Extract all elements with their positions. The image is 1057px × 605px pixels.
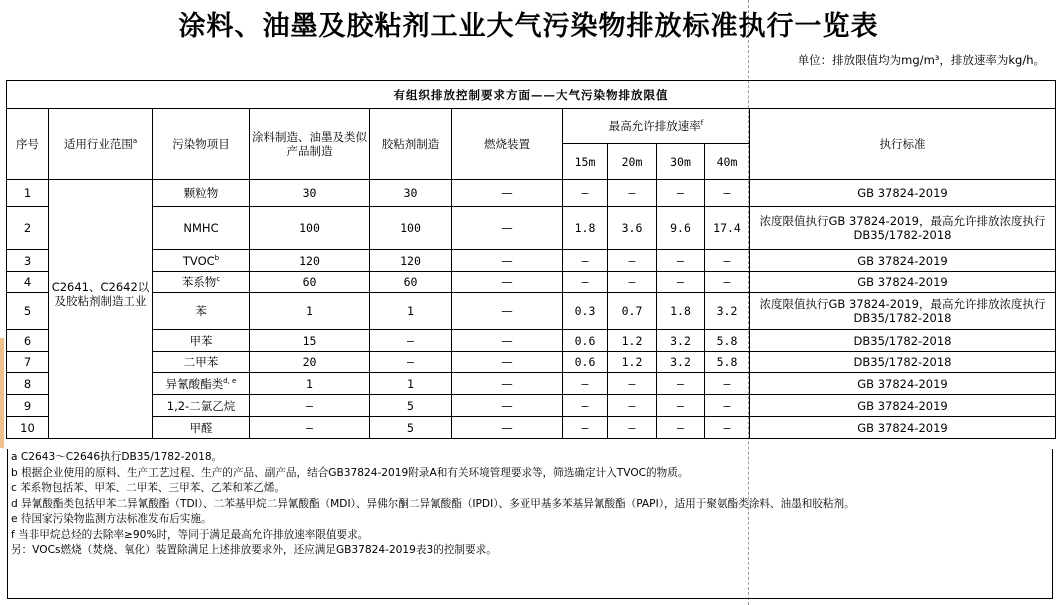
pollutant-cell: 颗粒物	[153, 180, 250, 207]
table-row	[7, 207, 1056, 250]
footnote: 另：VOCs燃烧（焚烧、氧化）装置除满足上述排放要求外，还应满足GB37824-2019表3的控制要求。	[11, 544, 497, 556]
footnote: d 异氰酸酯类包括甲苯二异氰酸酯（TDI）、二苯基甲烷二异氰酸酯（MDI）、异佛尔酮二异氰酸酯（IPDI）、多亚甲基多苯基异氰酸酯（PAPI），适用于聚氨酯类涂料、油墨和胶粘剂。	[11, 497, 855, 510]
rate-30m-cell: —	[657, 417, 705, 439]
rate-30m-cell: 9.6	[657, 207, 705, 250]
footnote: a C2643～C2646执行DB35/1782-2018。	[11, 451, 223, 463]
table-row	[7, 417, 1056, 439]
rate-30m-cell: —	[657, 180, 705, 207]
header-adhesive: 胶粘剂制造	[370, 109, 452, 180]
subtitle-row	[7, 81, 1056, 109]
table-body	[7, 180, 1056, 439]
header-standard: 执行标准	[750, 109, 1056, 180]
rate-20m-cell: —	[608, 250, 657, 272]
pollutant-cell: NMHC	[153, 207, 250, 250]
adhesive-limit-cell: 1	[370, 373, 452, 395]
table-row	[7, 272, 1056, 293]
table-row	[7, 180, 1056, 207]
rate-30m-cell: 3.2	[657, 352, 705, 373]
coating-limit-cell: 30	[250, 180, 370, 207]
coating-limit-cell: —	[250, 395, 370, 417]
rate-15m-cell: —	[563, 417, 608, 439]
combustion-cell: —	[452, 272, 563, 293]
header-30m: 30m	[657, 144, 705, 180]
row-number: 8	[7, 373, 49, 395]
table-subtitle: 有组织排放控制要求方面——大气污染物排放限值	[7, 81, 1056, 109]
row-number: 1	[7, 180, 49, 207]
rate-15m-cell: 0.6	[563, 330, 608, 352]
rate-30m-cell: 3.2	[657, 330, 705, 352]
rate-15m-cell: —	[563, 180, 608, 207]
rate-15m-cell: 0.3	[563, 293, 608, 330]
rate-40m-cell: 17.4	[705, 207, 750, 250]
pollutant-cell: 甲苯	[153, 330, 250, 352]
rate-30m-cell: —	[657, 272, 705, 293]
adhesive-limit-cell: 5	[370, 417, 452, 439]
adhesive-limit-cell: 100	[370, 207, 452, 250]
standard-cell: DB35/1782-2018	[750, 352, 1056, 373]
rate-40m-cell: 3.2	[705, 293, 750, 330]
coating-limit-cell: 1	[250, 293, 370, 330]
footnotes	[7, 449, 1053, 599]
table-row	[7, 293, 1056, 330]
rate-40m-cell: —	[705, 250, 750, 272]
combustion-cell: —	[452, 395, 563, 417]
header-industry: 适用行业范围$^a$	[49, 109, 153, 180]
rate-20m-cell: 1.2	[608, 352, 657, 373]
row-selection-marker	[0, 338, 4, 448]
row-number: 6	[7, 330, 49, 352]
adhesive-limit-cell: 60	[370, 272, 452, 293]
footnote: e 待国家污染物监测方法标准发布后实施。	[11, 513, 212, 525]
rate-20m-cell: —	[608, 180, 657, 207]
rate-20m-cell: —	[608, 417, 657, 439]
pollutant-cell: 异氰酸酯类$^{d, e}$	[153, 373, 250, 395]
pollutant-cell: TVOC$^b$	[153, 250, 250, 272]
rate-30m-cell: 1.8	[657, 293, 705, 330]
rate-20m-cell: 3.6	[608, 207, 657, 250]
rate-20m-cell: 0.7	[608, 293, 657, 330]
rate-40m-cell: —	[705, 417, 750, 439]
standard-cell: DB35/1782-2018	[750, 330, 1056, 352]
table-row	[7, 250, 1056, 272]
coating-limit-cell: 20	[250, 352, 370, 373]
table-row	[7, 352, 1056, 373]
header-max-rate: 最高允许排放速率$^f$	[563, 109, 750, 144]
coating-limit-cell: —	[250, 417, 370, 439]
rate-15m-cell: —	[563, 250, 608, 272]
rate-40m-cell: —	[705, 395, 750, 417]
header-pollutant: 污染物项目	[153, 109, 250, 180]
rate-20m-cell: —	[608, 272, 657, 293]
combustion-cell: —	[452, 293, 563, 330]
emission-limits-table	[6, 80, 1056, 439]
rate-15m-cell: —	[563, 373, 608, 395]
header-seq: 序号	[7, 109, 49, 180]
table-row	[7, 330, 1056, 352]
standard-cell: 浓度限值执行GB 37824-2019，最高允许排放浓度执行DB35/1782-2018	[750, 207, 1056, 250]
pollutant-cell: 二甲苯	[153, 352, 250, 373]
table-row	[7, 373, 1056, 395]
row-number: 2	[7, 207, 49, 250]
rate-20m-cell: —	[608, 395, 657, 417]
standard-cell: 浓度限值执行GB 37824-2019，最高允许排放浓度执行DB35/1782-2018	[750, 293, 1056, 330]
adhesive-limit-cell: —	[370, 352, 452, 373]
coating-limit-cell: 120	[250, 250, 370, 272]
coating-limit-cell: 1	[250, 373, 370, 395]
header-row	[7, 109, 1056, 144]
combustion-cell: —	[452, 373, 563, 395]
standard-cell: GB 37824-2019	[750, 417, 1056, 439]
row-number: 9	[7, 395, 49, 417]
standard-cell: GB 37824-2019	[750, 272, 1056, 293]
page-title: 涂料、油墨及胶粘剂工业大气污染物排放标准执行一览表	[178, 11, 879, 42]
combustion-cell: —	[452, 207, 563, 250]
rate-30m-cell: —	[657, 373, 705, 395]
header-40m: 40m	[705, 144, 750, 180]
unit-note: 单位：排放限值均为mg/m³，排放速率为kg/h。	[797, 53, 1045, 67]
adhesive-limit-cell: 5	[370, 395, 452, 417]
rate-40m-cell: —	[705, 272, 750, 293]
industry-scope-cell: C2641、C2642以及胶粘剂制造工业	[49, 180, 153, 439]
rate-30m-cell: —	[657, 250, 705, 272]
header-15m: 15m	[563, 144, 608, 180]
header-coating: 涂料制造、油墨及类似产品制造	[250, 109, 370, 180]
adhesive-limit-cell: 1	[370, 293, 452, 330]
table-row	[7, 395, 1056, 417]
coating-limit-cell: 15	[250, 330, 370, 352]
combustion-cell: —	[452, 352, 563, 373]
footnote: b 根据企业使用的原料、生产工艺过程、生产的产品、副产品，结合GB37824-2019附录A和有关环境管理要求等，筛选确定计入TVOC的物质。	[11, 466, 689, 479]
combustion-cell: —	[452, 180, 563, 207]
rate-30m-cell: —	[657, 395, 705, 417]
combustion-cell: —	[452, 417, 563, 439]
row-number: 7	[7, 352, 49, 373]
rate-15m-cell: 1.8	[563, 207, 608, 250]
rate-20m-cell: —	[608, 373, 657, 395]
rate-40m-cell: 5.8	[705, 352, 750, 373]
adhesive-limit-cell: 120	[370, 250, 452, 272]
footnote: f 当非甲烷总烃的去除率≥90%时，等同于满足最高允许排放速率限值要求。	[11, 528, 369, 541]
rate-15m-cell: 0.6	[563, 352, 608, 373]
row-number: 10	[7, 417, 49, 439]
pollutant-cell: 1,2-二氯乙烷	[153, 395, 250, 417]
adhesive-limit-cell: 30	[370, 180, 452, 207]
coating-limit-cell: 60	[250, 272, 370, 293]
rate-15m-cell: —	[563, 272, 608, 293]
rate-40m-cell: 5.8	[705, 330, 750, 352]
rate-20m-cell: 1.2	[608, 330, 657, 352]
standard-cell: GB 37824-2019	[750, 180, 1056, 207]
header-combustion: 燃烧装置	[452, 109, 563, 180]
rate-15m-cell: —	[563, 395, 608, 417]
standard-cell: GB 37824-2019	[750, 373, 1056, 395]
row-number: 3	[7, 250, 49, 272]
row-number: 5	[7, 293, 49, 330]
rate-40m-cell: —	[705, 180, 750, 207]
combustion-cell: —	[452, 250, 563, 272]
header-20m: 20m	[608, 144, 657, 180]
coating-limit-cell: 100	[250, 207, 370, 250]
adhesive-limit-cell: —	[370, 330, 452, 352]
rate-40m-cell: —	[705, 373, 750, 395]
combustion-cell: —	[452, 330, 563, 352]
row-number: 4	[7, 272, 49, 293]
standard-cell: GB 37824-2019	[750, 250, 1056, 272]
pollutant-cell: 苯	[153, 293, 250, 330]
standard-cell: GB 37824-2019	[750, 395, 1056, 417]
footnote: c 苯系物包括苯、甲苯、二甲苯、三甲苯、乙苯和苯乙烯。	[11, 482, 286, 494]
pollutant-cell: 甲醛	[153, 417, 250, 439]
pollutant-cell: 苯系物$^c$	[153, 272, 250, 293]
